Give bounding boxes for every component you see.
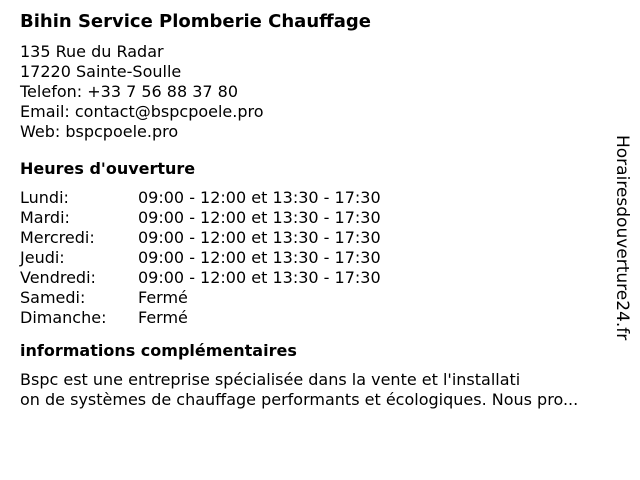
hours-row-tuesday (20, 208, 620, 228)
business-card (20, 10, 620, 410)
info-title: informations complémentaires (20, 341, 297, 360)
business-name: Bihin Service Plomberie Chauffage (20, 11, 371, 32)
hours-row-sunday (20, 308, 620, 328)
day-label: Mercredi: (20, 228, 95, 247)
hours-row-saturday (20, 288, 620, 308)
day-hours: Fermé (138, 288, 188, 307)
description (20, 370, 620, 410)
website[interactable]: Web: bspcpoele.pro (20, 122, 179, 141)
day-label: Mardi: (20, 208, 70, 227)
hours-table (20, 188, 620, 328)
day-hours: 09:00 - 12:00 et 13:30 - 17:30 (138, 188, 381, 207)
hours-row-thursday (20, 248, 620, 268)
email[interactable]: Email: contact@bspcpoele.pro (20, 102, 264, 121)
day-label: Lundi: (20, 188, 69, 207)
hours-row-monday (20, 188, 620, 208)
address-line1: 135 Rue du Radar (20, 42, 164, 61)
phone[interactable]: Telefon: +33 7 56 88 37 80 (20, 82, 239, 101)
day-hours: 09:00 - 12:00 et 13:30 - 17:30 (138, 208, 381, 227)
hours-row-wednesday (20, 228, 620, 248)
contact-block (20, 42, 620, 142)
day-hours: 09:00 - 12:00 et 13:30 - 17:30 (138, 248, 381, 267)
hours-title: Heures d'ouverture (20, 159, 196, 178)
hours-row-friday (20, 268, 620, 288)
description-line1: Bspc est une entreprise spécialisée dans la vente et l'installati (20, 370, 521, 389)
description-line2: on de systèmes de chauffage performants et écologiques. Nous pro... (20, 390, 579, 409)
day-label: Dimanche: (20, 308, 107, 327)
address-line2: 17220 Sainte-Soulle (20, 62, 182, 81)
day-label: Jeudi: (20, 248, 65, 267)
day-hours: Fermé (138, 308, 188, 327)
day-label: Vendredi: (20, 268, 96, 287)
day-hours: 09:00 - 12:00 et 13:30 - 17:30 (138, 268, 381, 287)
day-hours: 09:00 - 12:00 et 13:30 - 17:30 (138, 228, 381, 247)
day-label: Samedi: (20, 288, 86, 307)
watermark-text: Horairesdouverture24.fr (612, 135, 632, 341)
